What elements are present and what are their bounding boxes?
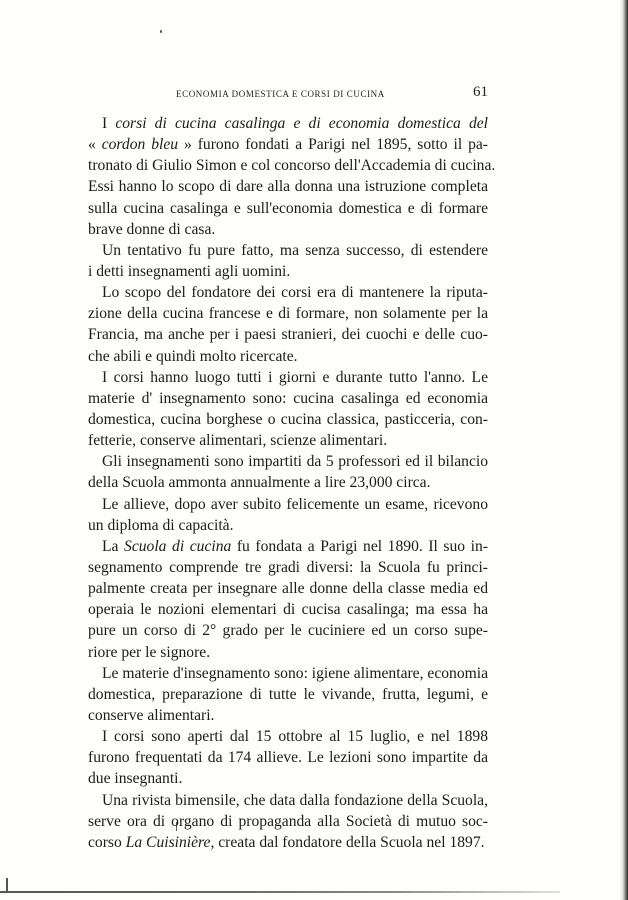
body-text: [88, 113, 496, 853]
text-segment: Le materie d'insegnamento sono: igiene alimentare, economia: [102, 664, 489, 682]
text-line: [88, 768, 488, 789]
text-line: [88, 536, 488, 557]
italic-text: corsi di cucina casalinga e di economia domestica del: [115, 115, 488, 132]
text-line: [88, 684, 488, 705]
text-line: [88, 324, 488, 345]
text-line: [88, 430, 488, 451]
text-segment: Le allieve, dopo aver subito felicemente un esame, ricevono: [102, 495, 488, 513]
text-segment: operaia le nozioni elementari di cucisa casalinga; ma essa ha: [88, 601, 488, 619]
text-line: [88, 747, 488, 768]
italic-text: cordon bleu: [101, 136, 179, 154]
text-segment: che abili e quindi molto ricercate.: [88, 347, 298, 365]
text-segment: pure un corso di 2° grado per le cuciniere ed un corso supe-: [88, 622, 488, 640]
text-line: [88, 515, 488, 536]
text-line: [88, 240, 488, 261]
text-segment: fetterie, conserve alimentari, scienze alimentari.: [88, 432, 388, 450]
text-line: [88, 219, 488, 240]
text-segment: «: [88, 136, 102, 154]
text-line: [88, 705, 488, 726]
text-line: [88, 494, 488, 515]
text-segment: Lo scopo del fondatore dei corsi era di mantenere la riputa-: [102, 284, 488, 302]
text-segment: brave donne di casa.: [88, 220, 216, 238]
text-line: [88, 346, 488, 367]
text-line: [88, 282, 488, 303]
text-line: [88, 198, 488, 219]
text-line: [88, 578, 488, 599]
text-line: [88, 261, 488, 282]
ink-speck: [160, 30, 162, 33]
text-segment: » furono fondati a Parigi nel 1895, sotto il pa-: [178, 136, 488, 154]
text-segment: Francia, ma anche per i paesi stranieri, dei cuochi e delle cuo-: [88, 326, 488, 344]
text-segment: domestica, preparazione di tutte le vivande, frutta, legumi, e: [88, 685, 488, 703]
text-segment: Gli insegnamenti sono impartiti da 5 professori ed il bilancio: [102, 453, 488, 471]
text-line: [88, 303, 488, 324]
text-segment: tronato di Giulio Simon e col concorso dell'Accademia di cucina.: [88, 157, 496, 175]
text-line: [88, 155, 496, 176]
text-segment: sulla cucina casalinga e sull'economia domestica e di formare: [88, 199, 488, 217]
text-segment: serve ora di organo di propaganda alla Società di mutuo soc-: [88, 812, 488, 830]
text-segment: domestica, cucina borghese o cucina classica, pasticceria, con-: [88, 410, 488, 428]
text-segment: I corsi hanno luogo tutti i giorni e durante tutto l'anno. Le: [102, 368, 488, 386]
text-segment: Essi hanno lo scopo di dare alla donna una istruzione completa: [88, 178, 488, 196]
text-segment: due insegnanti.: [88, 770, 183, 788]
text-segment: I: [102, 115, 116, 132]
running-head: ECONOMIA DOMESTICA E CORSI DI CUCINA: [176, 89, 385, 99]
scan-border-line: [0, 891, 560, 893]
text-segment: riore per le signore.: [88, 643, 211, 661]
text-line: [88, 113, 488, 134]
italic-text: La Cuisinière: [125, 833, 211, 851]
page-header: [80, 84, 488, 104]
text-line: [88, 388, 488, 409]
text-segment: furono frequentati da 174 allieve. Le lezioni sono impartite da: [88, 749, 488, 767]
text-line: [88, 451, 488, 472]
text-segment: Un tentativo fu pure fatto, ma senza successo, di estendere: [102, 241, 488, 259]
text-segment: un diploma di capacità.: [88, 516, 234, 534]
text-line: [88, 557, 488, 578]
text-segment: fu fondata a Parigi nel 1890. Il suo in-: [231, 537, 488, 555]
scan-border-corner: [6, 878, 8, 892]
text-segment: I corsi sono aperti dal 15 ottobre al 15 luglio, e nel 1898: [102, 728, 488, 746]
text-segment: , creata dal fondatore della Scuola nel 1897.: [210, 833, 485, 851]
text-segment: corso: [88, 833, 126, 851]
page-edge-shadow: [620, 0, 628, 900]
text-line: [88, 663, 488, 684]
text-segment: segnamento comprende tre gradi diversi: la Scuola fu princi-: [88, 558, 488, 576]
text-line: [88, 726, 488, 747]
text-line: [88, 367, 488, 388]
text-segment: Una rivista bimensile, che data dalla fondazione della Scuola,: [102, 791, 488, 809]
text-line: [88, 176, 488, 197]
text-segment: conserve alimentari.: [88, 706, 215, 724]
text-line: [88, 811, 488, 832]
text-line: [88, 620, 488, 641]
text-segment: zione della cucina francese e di formare, non solamente per la: [88, 305, 488, 323]
text-line: [88, 599, 488, 620]
text-segment: materie d' insegnamento sono: cucina casalinga ed economia: [88, 389, 488, 407]
italic-text: Scuola di cucina: [124, 537, 232, 555]
page-number: 61: [473, 84, 488, 100]
text-line: [88, 642, 488, 663]
text-segment: palmente creata per insegnare alle donne della classe media ed: [88, 580, 488, 598]
text-segment: i detti insegnamenti agli uomini.: [88, 262, 291, 280]
text-segment: della Scuola ammonta annualmente a lire 23,000 circa.: [88, 474, 431, 492]
text-segment: La: [102, 537, 125, 555]
text-line: [88, 409, 488, 430]
text-line: [88, 472, 488, 493]
text-line: [88, 134, 488, 155]
text-line: [88, 790, 488, 811]
text-line: [88, 832, 488, 853]
